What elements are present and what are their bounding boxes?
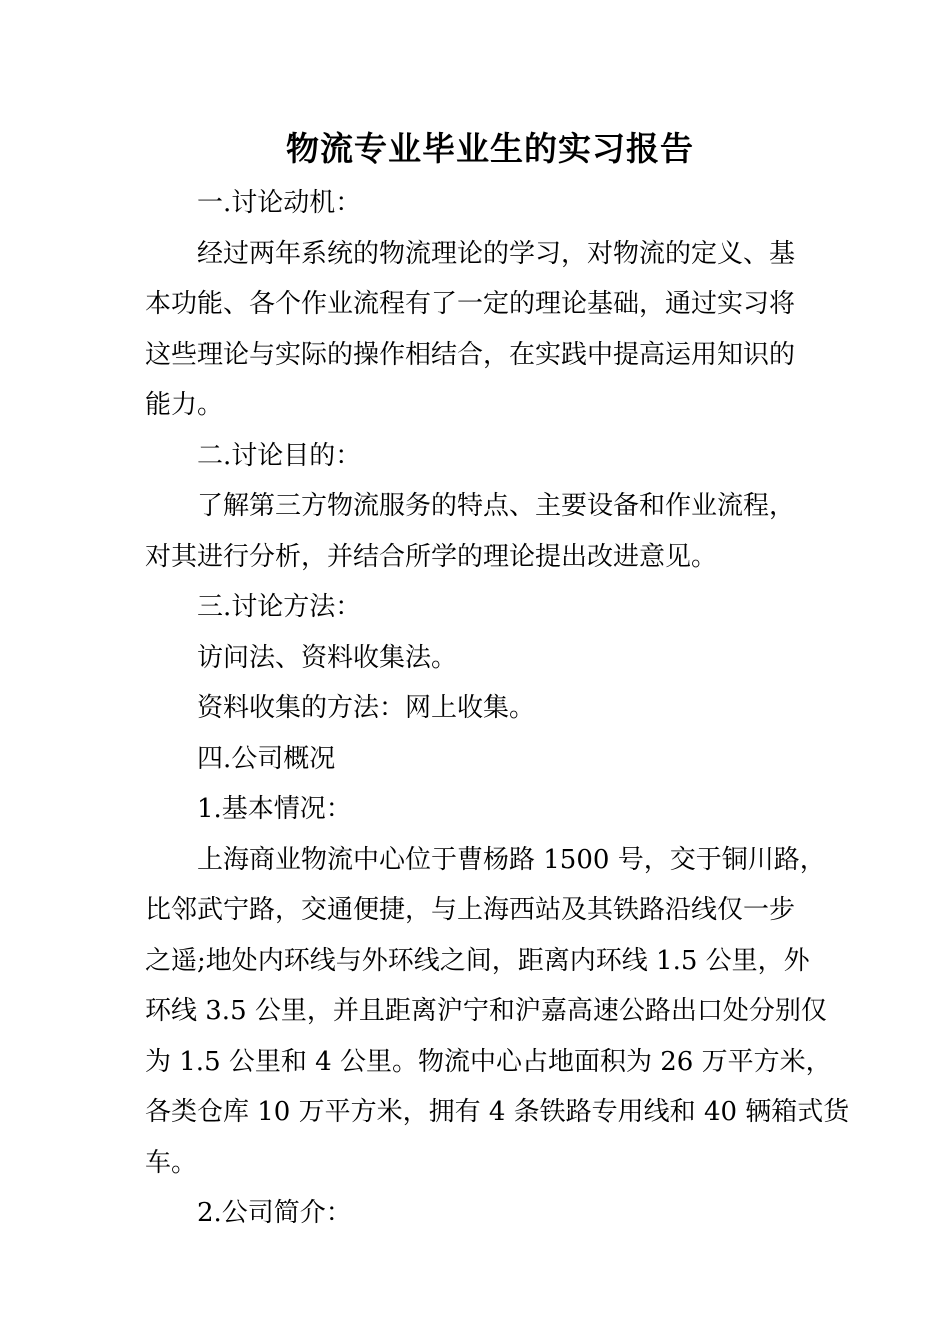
section-heading-method: 三.讨论方法： <box>197 592 362 622</box>
subheading-company-intro: 2.公司简介： <box>197 1198 352 1228</box>
text-line: 为 1.5 公里和 4 公里。物流中心占地面积为 26 万平方米， <box>145 1046 832 1077</box>
text-line: 本功能、各个作业流程有了一定的理论基础，通过实习将 <box>145 289 796 319</box>
data-collection-method: 资料收集的方法：网上收集。 <box>197 693 536 723</box>
text-line: 能力。 <box>145 390 224 420</box>
text-line: 对其进行分析，并结合所学的理论提出改进意见。 <box>145 541 718 572</box>
subheading-basic-info: 1.基本情况： <box>197 794 352 824</box>
section-heading-company: 四.公司概况 <box>197 743 336 774</box>
document-page <box>145 120 850 1239</box>
method-list: 访问法、资料收集法。 <box>197 642 458 673</box>
text-line: 车。 <box>145 1147 198 1178</box>
text-line: 之遥;地处内环线与外环线之间，距离内环线 1.5 公里，外 <box>145 945 810 976</box>
section-heading-purpose: 二.讨论目的： <box>197 440 362 471</box>
text-line: 比邻武宁路，交通便捷，与上海西站及其铁路沿线仅一步 <box>145 895 796 925</box>
paragraph-basic-info <box>145 835 850 1189</box>
paragraph-purpose <box>145 481 807 582</box>
document-title: 物流专业毕业生的实习报告 <box>286 129 694 168</box>
text-line: 上海商业物流中心位于曹杨路 1500 号，交于铜川路， <box>197 844 826 875</box>
text-line: 各类仓库 10 万平方米，拥有 4 条铁路专用线和 40 辆箱式货 <box>145 1097 850 1127</box>
text-line: 这些理论与实际的操作相结合，在实践中提高运用知识的 <box>145 339 796 370</box>
text-line: 了解第三方物流服务的特点、主要设备和作业流程， <box>197 491 796 521</box>
section-heading-motivation: 一.讨论动机： <box>197 188 362 218</box>
text-line: 环线 3.5 公里，并且距离沪宁和沪嘉高速公路出口处分别仅 <box>145 996 827 1026</box>
text-line: 经过两年系统的物流理论的学习，对物流的定义、基 <box>197 238 796 269</box>
paragraph-motivation <box>145 229 807 431</box>
